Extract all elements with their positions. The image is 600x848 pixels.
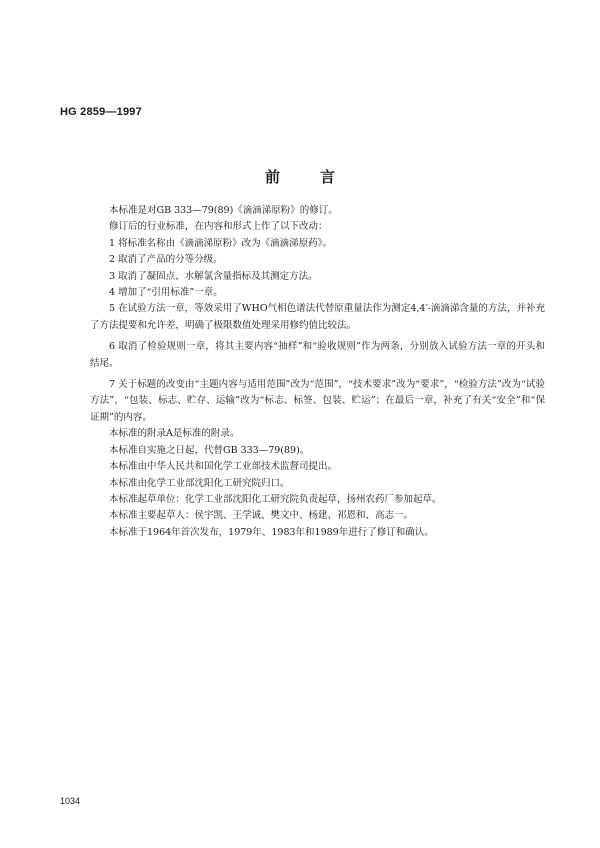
- standard-code: HG 2859—1997: [60, 106, 142, 118]
- paragraph-intro: 本标准是对GB 333—79(89)《滴滴涕原粉》的修订。: [109, 205, 338, 216]
- paragraph-change-4: 4 增加了“引用标准”一章。: [109, 287, 223, 299]
- paragraph-proposed-by: 本标准由中华人民共和国化学工业部技术监督司提出。: [109, 461, 338, 473]
- paragraph-change-5: 5 在试验方法一章，等效采用了WHO气相色谱法代替原重量法作为测定4,4′-滴滴涕含量的方法，并补充了方法提要和允许差，明确了极限数值处理采用修约值比较法。: [90, 303, 545, 331]
- page-number: 1034: [60, 796, 81, 806]
- page-title: 前言: [264, 168, 375, 186]
- paragraph-managed-by: 本标准由化学工业部沈阳化工研究院归口。: [109, 477, 290, 489]
- foreword-body: [90, 203, 545, 541]
- paragraph-appendix: 本标准的附录A是标准的附录。: [109, 428, 240, 440]
- paragraph-replaces: 本标准自实施之日起，代替GB 333—79(89)。: [109, 444, 310, 456]
- paragraph-change-6: 6 取消了检验规则一章，将其主要内容“抽样”和“验收规则”作为两条，分别放入试验方法一章的开头和结尾。: [90, 341, 545, 369]
- paragraph-drafting-units: 本标准起草单位：化学工业部沈阳化工研究院负责起草，扬州农药厂参加起草。: [109, 493, 442, 505]
- paragraph-drafters: 本标准主要起草人：侯宇凯、王学诚、樊文中、杨建、祁恩和、高志一。: [109, 510, 414, 522]
- paragraph-change-3: 3 取消了凝固点、水解氯含量指标及其测定方法。: [109, 270, 318, 282]
- paragraph-changes-intro: 修订后的行业标准，在内容和形式上作了以下改动：: [109, 221, 328, 233]
- paragraph-history: 本标准于1964年首次发布，1979年、1983年和1989年进行了修订和确认。: [109, 526, 434, 538]
- paragraph-change-2: 2 取消了产品的分等分级。: [109, 254, 223, 266]
- paragraph-change-1: 1 将标准名称由《滴滴涕原粉》改为《滴滴涕原药》。: [109, 237, 332, 249]
- paragraph-change-7: 7 关于标题的改变由“主题内容与适用范围”改为“范围”，“技术要求”改为“要求”，“检验方法”改为“试验方法”，“包装、标志、贮存、运输”改为“标志、标签、包装、贮运”；在最后一章，补充了有关“安全”和“保证期”的内容。: [90, 379, 545, 423]
